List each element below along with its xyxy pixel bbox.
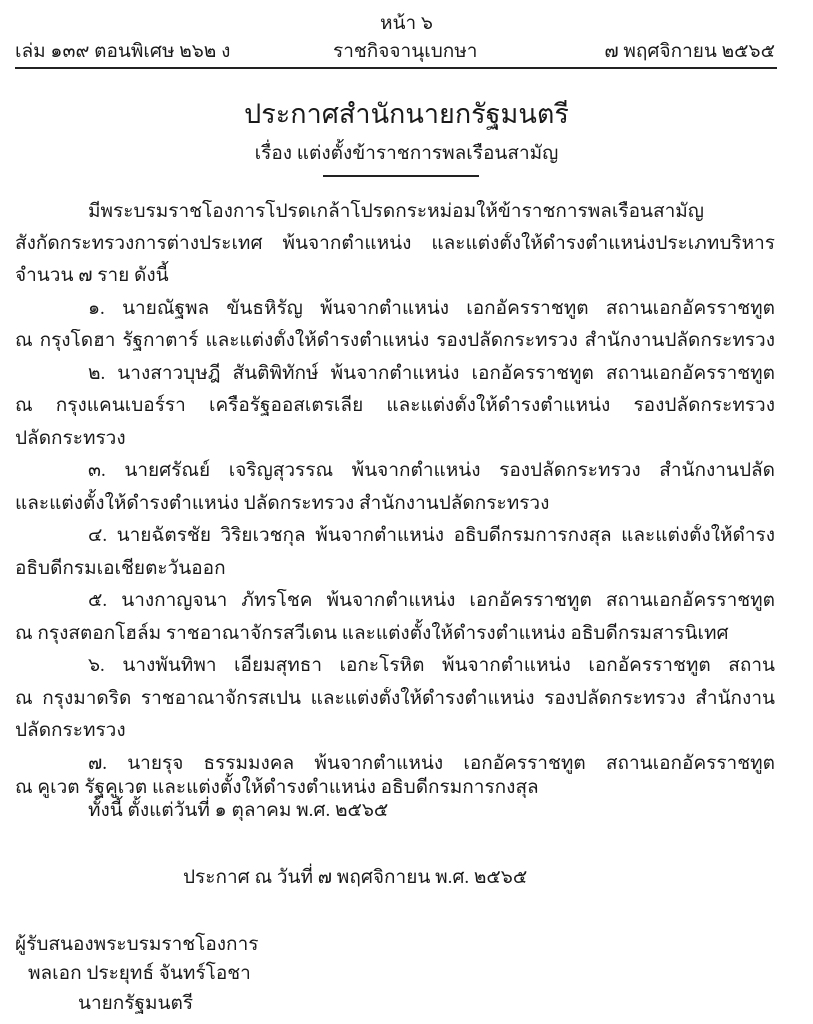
body-line: และแต่งตั้งให้ดำรงตำแหน่ง ปลัดกระทรวง สำนักงานปลัดกระทรวง <box>15 493 550 514</box>
body-line: ณ กรุงโดฮา รัฐกาตาร์ และแต่งตั้งให้ดำรงตำแหน่ง รองปลัดกระทรวง สำนักงานปลัดกระทรวง <box>15 330 775 351</box>
body-line: ๔. นายฉัตรชัย วิริยเวชกุล พ้นจากตำแหน่ง อธิบดีกรมการกงสุล และแต่งตั้งให้ดำรง <box>88 525 775 546</box>
effective-date: ทั้งนี้ ตั้งแต่วันที่ ๑ ตุลาคม พ.ศ. ๒๕๖๕ <box>88 800 389 821</box>
document-subject: เรื่อง แต่งตั้งข้าราชการพลเรือนสามัญ <box>254 143 559 164</box>
page-number: หน้า ๖ <box>380 13 433 34</box>
body-line: ๖. นางพันทิพา เอี่ยมสุทธา เอกะโรหิต พ้นจากตำแหน่ง เอกอัครราชทูต สถาน <box>88 655 775 676</box>
body-line: จำนวน ๗ ราย ดังนี้ <box>15 265 169 286</box>
body-line: ณ คูเวต รัฐคูเวต และแต่งตั้งให้ดำรงตำแหน่ง อธิบดีกรมการกงสุล <box>15 777 539 798</box>
signatory-position: นายกรัฐมนตรี <box>78 993 194 1014</box>
title-rule <box>323 175 479 177</box>
body-line: ปลัดกระทรวง <box>15 720 126 741</box>
body-line: ๗. นายรุจ ธรรมมงคล พ้นจากตำแหน่ง เอกอัครราชทูต สถานเอกอัครราชทูต <box>88 753 775 774</box>
body-line: ๓. นายศรัณย์ เจริญสุวรรณ พ้นจากตำแหน่ง รองปลัดกระทรวง สำนักงานปลัด <box>88 460 775 481</box>
body-line: ณ กรุงแคนเบอร์รา เครือรัฐออสเตรเลีย และแต่งตั้งให้ดำรงตำแหน่ง รองปลัดกระทรวง <box>15 395 775 416</box>
publication-date: ๗ พฤศจิกายน ๒๕๖๕ <box>604 41 775 62</box>
body-line: ณ กรุงมาดริด ราชอาณาจักรสเปน และแต่งตั้งให้ดำรงตำแหน่ง รองปลัดกระทรวง สำนักงาน <box>15 688 775 709</box>
body-line: สังกัดกระทรวงการต่างประเทศ พ้นจากตำแหน่ง และแต่งตั้งให้ดำรงตำแหน่งประเภทบริหาร <box>15 233 775 254</box>
volume-info: เล่ม ๑๓๙ ตอนพิเศษ ๒๖๒ ง <box>15 41 231 62</box>
announcement-date: ประกาศ ณ วันที่ ๗ พฤศจิกายน พ.ศ. ๒๕๖๕ <box>183 867 528 888</box>
signatory-name: พลเอก ประยุทธ์ จันทร์โอชา <box>28 963 251 984</box>
body-line: อธิบดีกรมเอเชียตะวันออก <box>15 558 226 579</box>
body-line: ๒. นางสาวบุษฎี สันติพิทักษ์ พ้นจากตำแหน่ง เอกอัครราชทูต สถานเอกอัครราชทูต <box>88 363 775 384</box>
header-rule <box>15 67 777 69</box>
body-line: ณ กรุงสตอกโฮล์ม ราชอาณาจักรสวีเดน และแต่งตั้งให้ดำรงตำแหน่ง อธิบดีกรมสารนิเทศ <box>15 623 729 644</box>
publication-name: ราชกิจจานุเบกษา <box>333 41 478 62</box>
body-line: ๑. นายณัฐพล ขันธหิรัญ พ้นจากตำแหน่ง เอกอัครราชทูต สถานเอกอัครราชทูต <box>88 298 775 319</box>
countersign-label: ผู้รับสนองพระบรมราชโองการ <box>15 934 259 955</box>
body-line: ปลัดกระทรวง <box>15 428 126 449</box>
body-line: มีพระบรมราชโองการโปรดเกล้าโปรดกระหม่อมให้ข้าราชการพลเรือนสามัญ <box>88 201 704 222</box>
document-title: ประกาศสำนักนายกรัฐมนตรี <box>244 99 569 129</box>
body-line: ๕. นางกาญจนา ภัทรโชค พ้นจากตำแหน่ง เอกอัครราชทูต สถานเอกอัครราชทูต <box>88 590 775 611</box>
